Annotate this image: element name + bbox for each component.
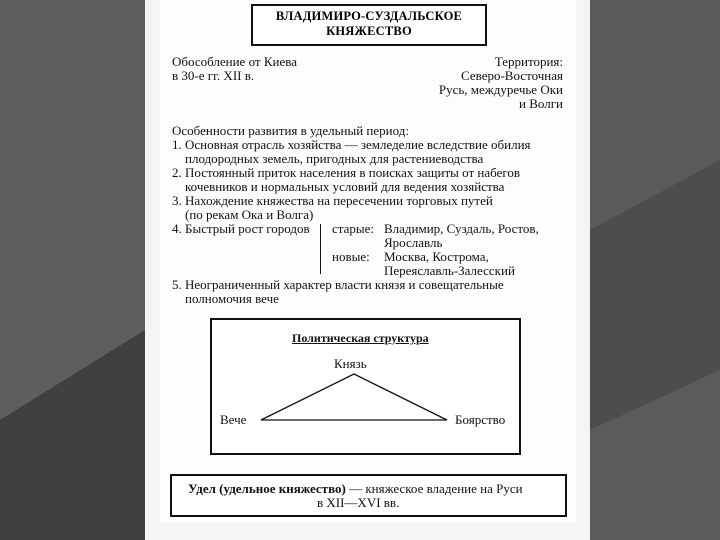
udel-definition-line-2: в XII—XVI вв. [317, 495, 400, 510]
cities-bracket [320, 224, 321, 274]
structure-veche: Вече [220, 412, 247, 427]
separation-line-1: Обособление от Киева [172, 54, 297, 69]
feature-1-line-1: 1. Основная отрасль хозяйства — земледелие вследствие обилия [172, 137, 531, 152]
feature-5-line-2: полномочия вече [185, 291, 279, 306]
separation-line-2: в 30-е гг. XII в. [172, 68, 255, 83]
political-structure-heading: Политическая структура [292, 331, 429, 345]
territory-line-1: Территория: [494, 54, 563, 69]
structure-prince: Князь [334, 356, 367, 371]
new-cities-line-1: Москва, Кострома, [384, 249, 489, 264]
feature-4: 4. Быстрый рост городов [172, 221, 310, 236]
old-cities-line-2: Ярославль [384, 235, 443, 250]
title-line-1: ВЛАДИМИРО-СУЗДАЛЬСКОЕ [275, 9, 463, 23]
feature-5-line-1: 5. Неограниченный характер власти князя и совещательные [172, 277, 504, 292]
title-box [251, 4, 487, 46]
feature-3-line-1: 3. Нахождение княжества на пересечении торговых путей [172, 193, 493, 208]
territory-line-4: и Волги [519, 96, 563, 111]
feature-1-line-2: плодородных земель, пригодных для растениеводства [185, 151, 484, 166]
features-heading: Особенности развития в удельный период: [172, 123, 409, 138]
old-cities-line-1: Владимир, Суздаль, Ростов, [384, 221, 539, 236]
new-cities-line-2: Переяславль-Залесский [384, 263, 515, 278]
udel-term: Удел (удельное княжество) [188, 481, 346, 496]
territory-line-3: Русь, междуречье Оки [438, 82, 563, 97]
new-cities-label: новые: [332, 249, 370, 264]
feature-2-line-1: 2. Постоянный приток населения в поисках защиты от набегов [172, 165, 520, 180]
udel-definition-line-1 [188, 481, 523, 496]
territory-line-2: Северо-Восточная [461, 68, 563, 83]
feature-3-line-2: (по рекам Ока и Волга) [185, 207, 314, 222]
structure-boyars: Боярство [455, 412, 506, 427]
title-line-2: КНЯЖЕСТВО [326, 24, 412, 38]
udel-definition: — княжеское владение на Руси [345, 481, 523, 496]
feature-2-line-2: кочевников и нормальных условий для ведения хозяйства [185, 179, 505, 194]
old-cities-label: старые: [332, 221, 374, 236]
